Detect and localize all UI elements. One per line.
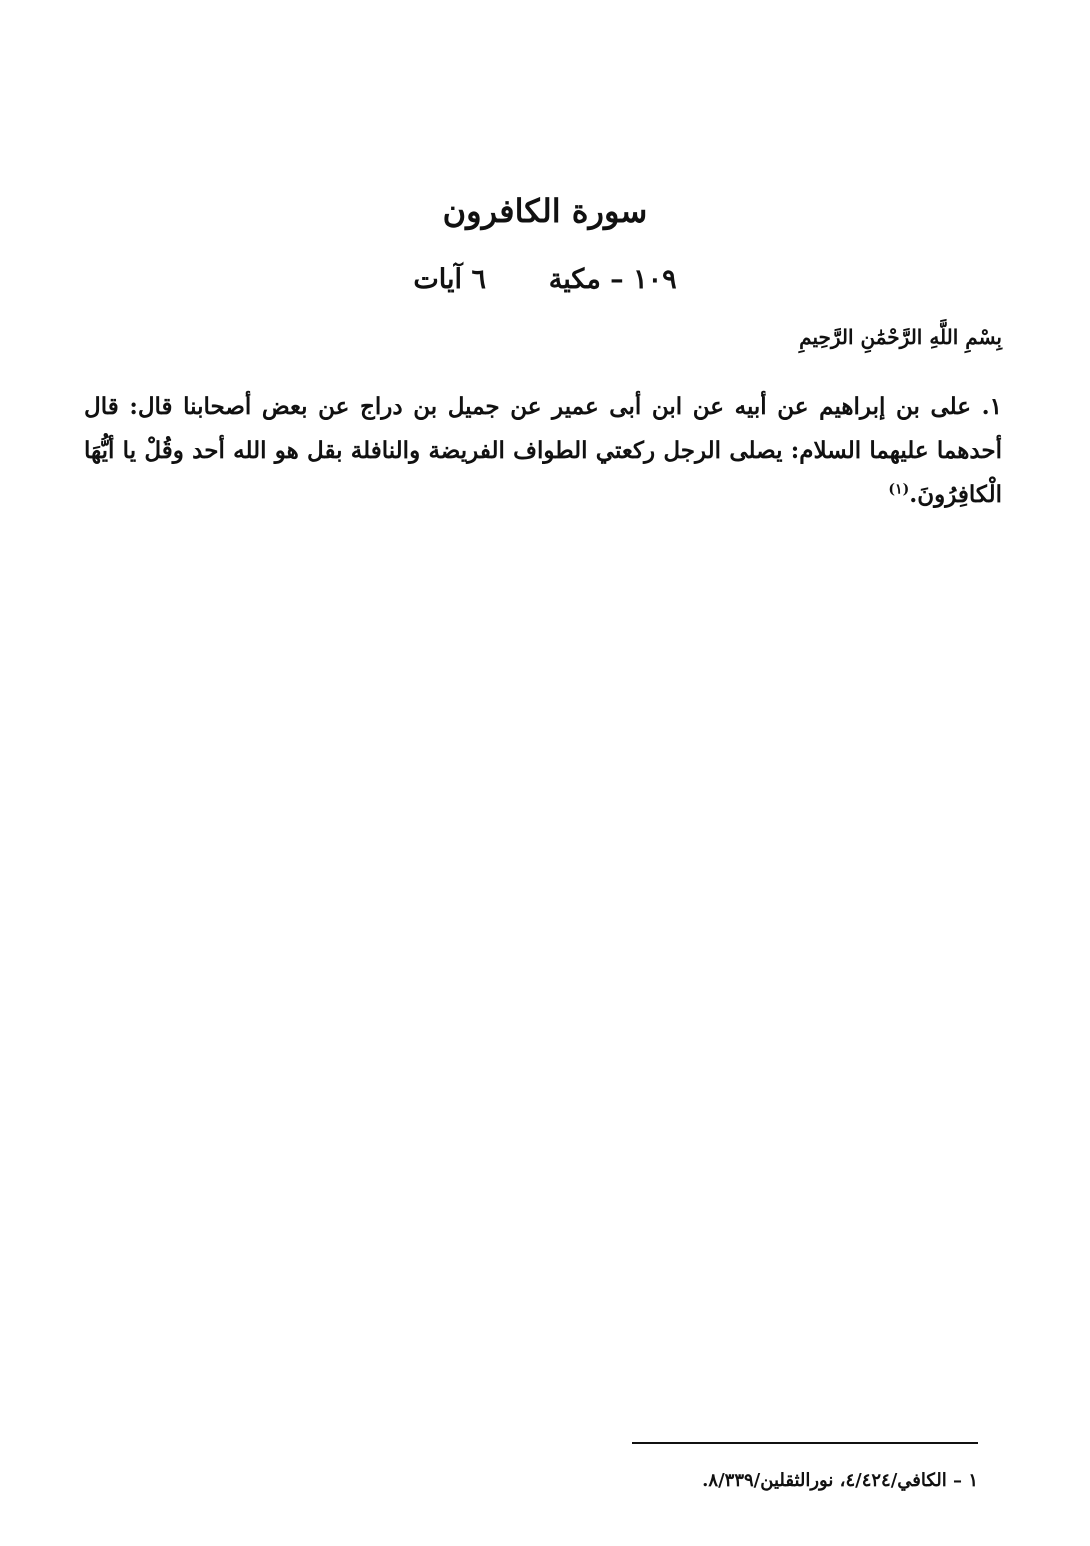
footnote-text: ١ – الكافي/٤/٤٢٤، نورالثقلين/٨/٣٣٩.: [702, 1470, 978, 1491]
hadith-text: ١. على بن إبراهيم عن أبيه عن ابن أبى عمير عن جميل بن دراج عن بعض أصحابنا قال: قال أحدهما عليهما السلام: يصلى الرجل ركعتي الطواف الفريضة والنافلة بقل هو الله أحد وقُلْ يا أيُّهَا الْكافِرُونَ.: [84, 393, 1002, 508]
footnote-reference: (١): [888, 481, 910, 498]
basmala: بِسْمِ اللَّهِ الرَّحْمَٰنِ الرَّحِيمِ: [799, 325, 1002, 349]
footnote-divider: [632, 1442, 978, 1444]
surah-meta: [0, 258, 1090, 302]
hadith-paragraph: [84, 385, 1002, 517]
surah-title: سورة الكافرون: [442, 192, 648, 230]
verse-count: ٦ آيات: [413, 264, 486, 295]
surah-number: ١٠٩ – مكية: [548, 264, 677, 295]
